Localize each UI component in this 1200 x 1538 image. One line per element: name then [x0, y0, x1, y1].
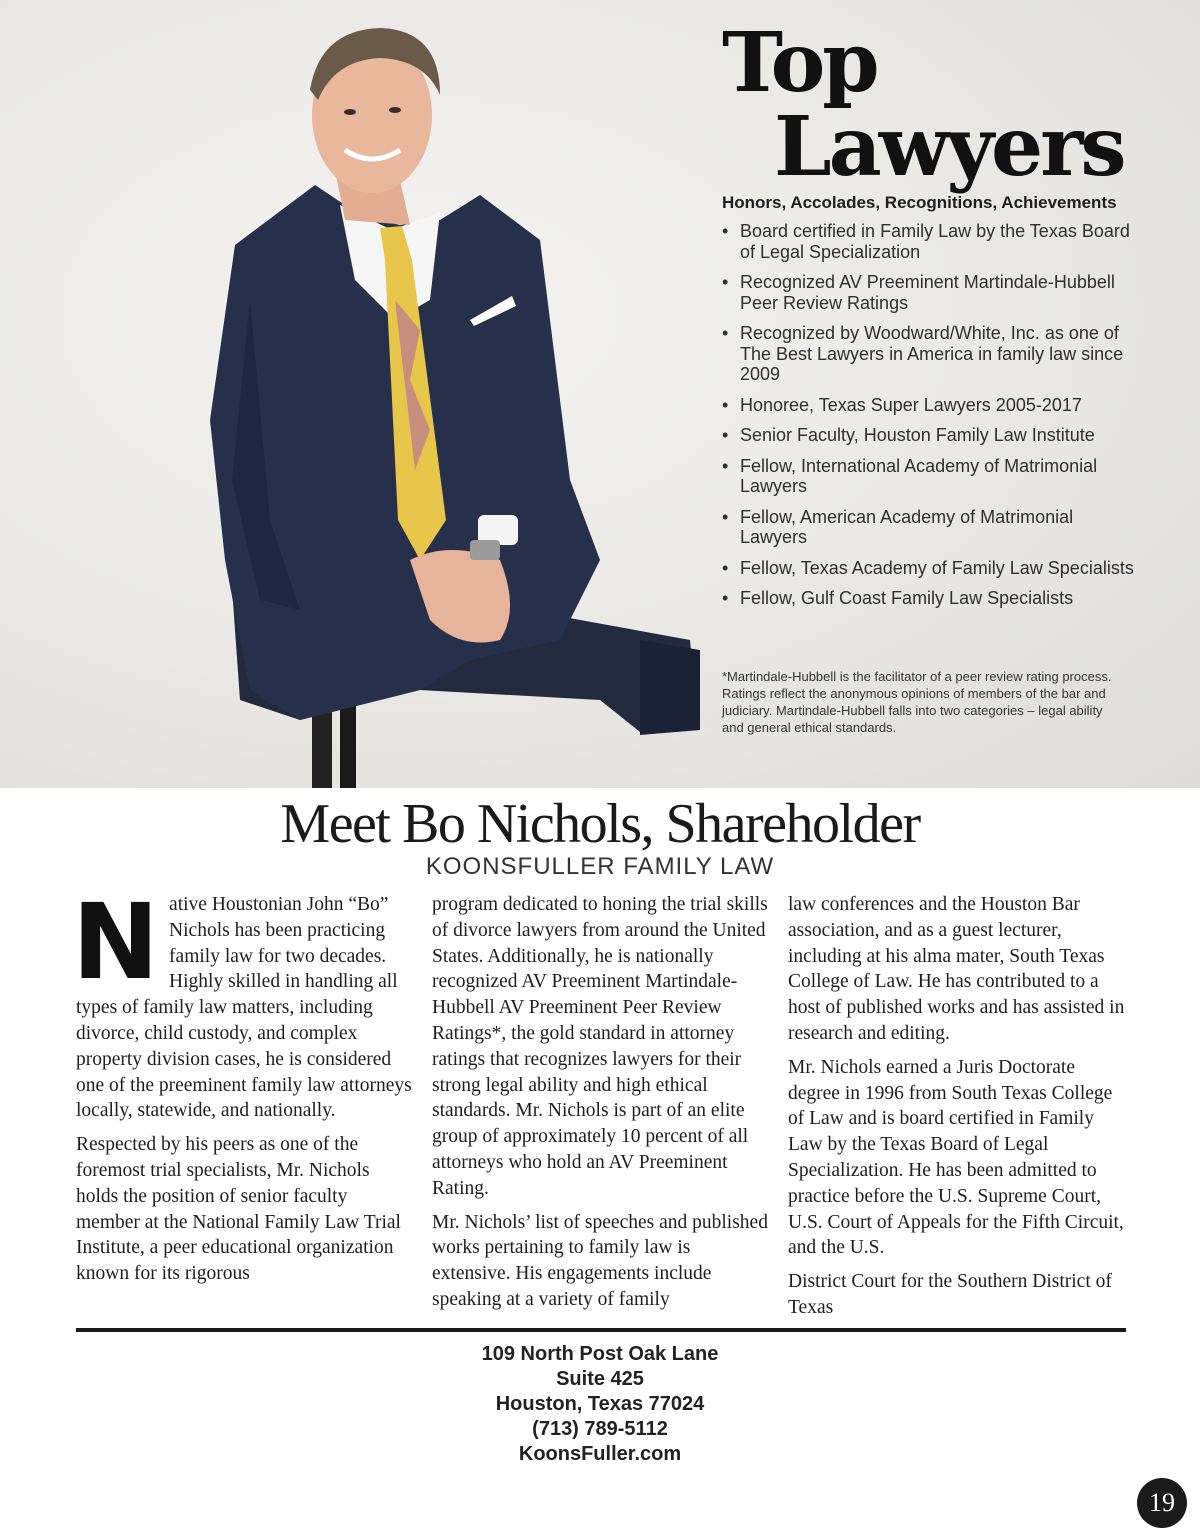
- contact-phone: (713) 789-5112: [532, 1418, 668, 1440]
- article-column-1: [72, 881, 414, 1295]
- article-paragraph: program dedicated to honing the trial skills of divorce lawyers from around the United States. Additionally, he is nationally recognized AV Preeminent Martindale-Hubbell AV Preeminent Peer Review Ratings*, the gold standard in attorney ratings that recognizes lawyers for their strong legal ability and high ethical standards. Mr. Nichols is part of an elite group of approximately 10 percent of all attorneys who hold an AV Preeminent Rating.: [432, 894, 768, 1199]
- article-headline: Meet Bo Nichols, Shareholder: [280, 793, 920, 855]
- article-paragraph: Mr. Nichols earned a Juris Doctorate degree in 1996 from South Texas College of Law and is board certified in Family Law by the Texas Board of Legal Specialization. He has been admitted to practice before the U.S. Supreme Court, U.S. Court of Appeals for the Fifth Circuit, and the U.S.: [788, 1056, 1124, 1259]
- hero-title: [722, 15, 1124, 195]
- attorney-portrait: [0, 0, 720, 788]
- honors-heading: Honors, Accolades, Recognitions, Achievements: [722, 193, 1117, 212]
- honors-item: • Board certified in Family Law by the Texas Board of Legal Specialization: [722, 221, 1142, 262]
- hero-title-line2: Lawyers: [774, 99, 1124, 195]
- hero-title-line1: Top: [722, 15, 877, 111]
- honors-item: • Recognized by Woodward/White, Inc. as one of The Best Lawyers in America in family law since 2009: [722, 323, 1142, 385]
- honors-item: • Senior Faculty, Houston Family Law Institute: [722, 425, 1142, 446]
- honors-list: [722, 221, 1142, 609]
- honors-item: • Fellow, Texas Academy of Family Law Specialists: [722, 558, 1142, 579]
- article-paragraph: Respected by his peers as one of the foremost trial specialists, Mr. Nichols holds the position of senior faculty member at the National Family Law Trial Institute, a peer educational organization known for its rigorous: [76, 1134, 401, 1285]
- firm-name: KOONSFULLER FAMILY LAW: [425, 853, 775, 880]
- honors-panel: [722, 192, 1142, 619]
- article-paragraph: law conferences and the Houston Bar association, and as a guest lecturer, including at his alma mater, South Texas College of Law. He has contributed to a host of published works and has assisted in research and editing.: [788, 894, 1125, 1044]
- honors-item: • Recognized AV Preeminent Martindale-Hubbell Peer Review Ratings: [722, 272, 1142, 313]
- paragraph-text: ative Houstonian John “Bo” Nichols has been practicing family law for two decades. Highly skilled in handling all types of family law matters, including divorce, child custody, and complex property division cases, he is considered one of the preeminent family law attorneys locally, statewide, and nationally.: [76, 894, 412, 1122]
- honors-item: • Fellow, Gulf Coast Family Law Specialists: [722, 588, 1142, 609]
- honors-item: • Fellow, International Academy of Matrimonial Lawyers: [722, 456, 1142, 497]
- article-paragraph: Mr. Nichols’ list of speeches and published works pertaining to family law is extensive. His engagements include speaking at a variety of family: [432, 1211, 768, 1310]
- divider-rule: [76, 1328, 1126, 1332]
- drop-cap: N: [72, 881, 160, 1003]
- contact-block: [0, 1342, 1200, 1467]
- article-column-3: [788, 892, 1126, 1329]
- article-paragraph: District Court for the Southern District of Texas: [788, 1271, 1112, 1318]
- contact-street: 109 North Post Oak Lane: [481, 1343, 719, 1365]
- contact-suite: Suite 425: [556, 1368, 644, 1390]
- contact-website: KoonsFuller.com: [518, 1443, 682, 1465]
- honors-item: • Honoree, Texas Super Lawyers 2005-2017: [722, 395, 1142, 416]
- article-column-2: [432, 892, 770, 1321]
- honors-item: • Fellow, American Academy of Matrimonial Lawyers: [722, 507, 1142, 548]
- contact-city: Houston, Texas 77024: [495, 1393, 705, 1415]
- martindale-footnote: *Martindale-Hubbell is the facilitator of a peer review rating process. Ratings reflect the anonymous opinions of members of the bar and judiciary. Martindale-Hubbell falls into two categories – legal ability and general ethical standards.: [722, 669, 1112, 735]
- article-paragraph: [72, 881, 414, 1124]
- page-number-badge: 19: [1137, 1478, 1187, 1528]
